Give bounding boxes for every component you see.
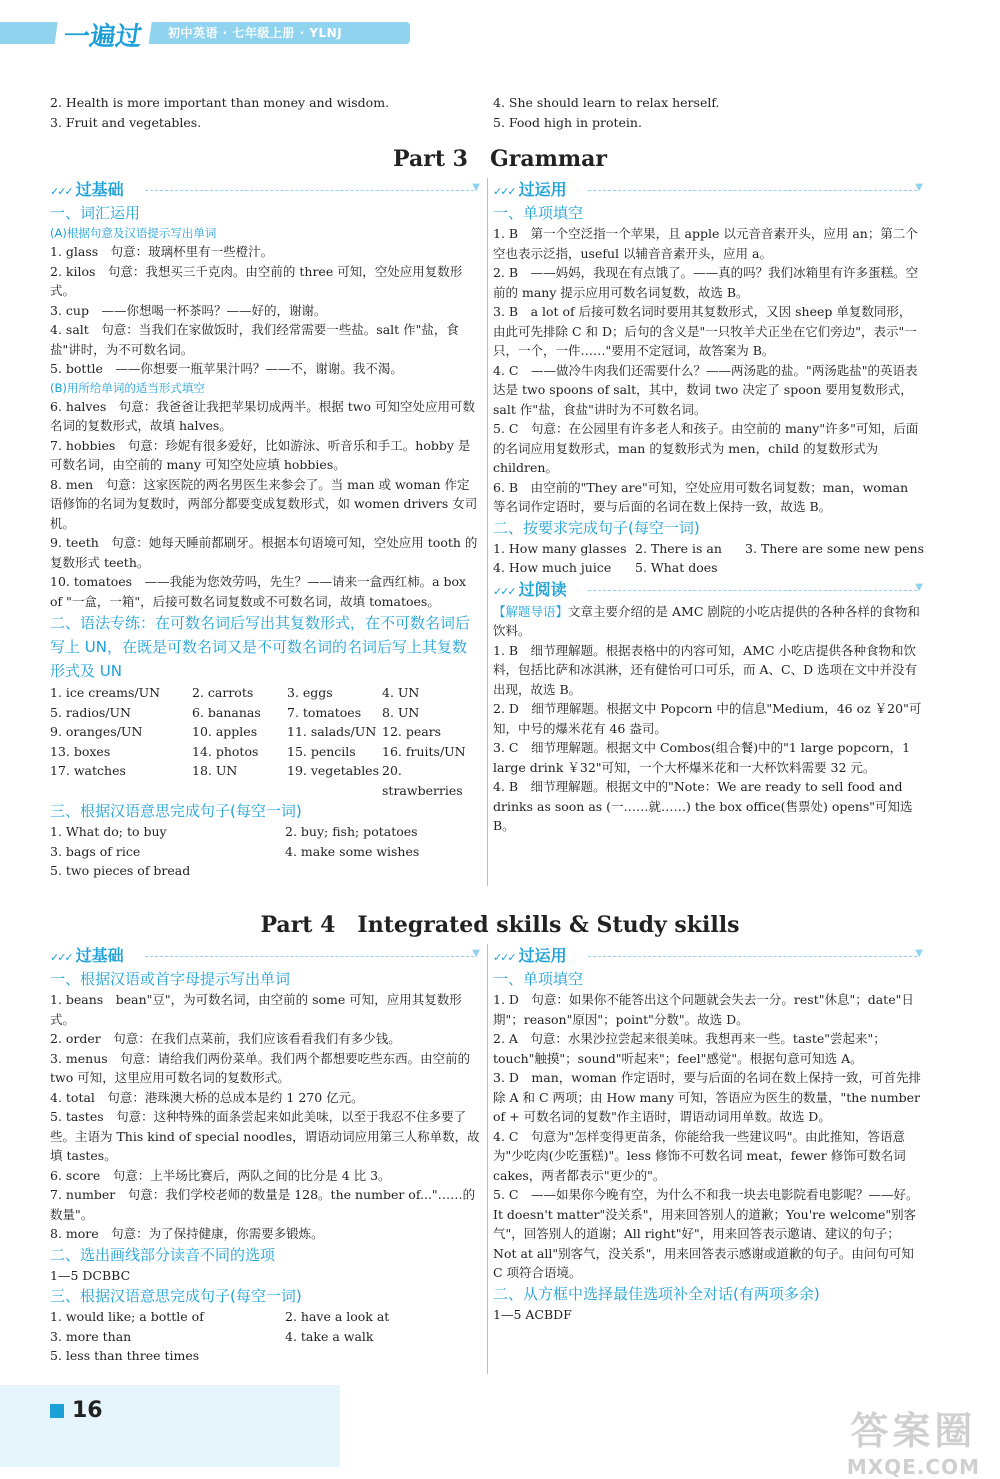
answer-item: 6. B 由空前的"They are"可知，空处应用可数名词复数；man，woman 等名词作定语时，要与后面的名词在数上保持一致，故选 B。	[493, 479, 909, 514]
grid-answer: 4. UN	[382, 685, 420, 700]
answer-item: 1. beans bean"豆"，为可数名词，由空前的 some 可知，应用其复数形式。	[50, 992, 462, 1027]
answer-item: 3. cup ——你想喝一杯茶吗？——好的，谢谢。	[50, 302, 327, 318]
grid-answer: 9. oranges/UN	[50, 724, 143, 739]
part4-left-column	[50, 944, 480, 1366]
grid-answer: 3. There are some new pens	[745, 540, 924, 556]
subsection-title: 二、从方框中选择最佳选项补全对话(有两项多余)	[493, 1284, 820, 1303]
grid-answer: 3. bags of rice	[50, 843, 141, 859]
subsection-title: 三、根据汉语意思完成句子(每空一词)	[50, 1287, 302, 1305]
grid-answer: 18. UN	[192, 763, 238, 778]
subsection-title: 二、语法专练：在可数名词后写出其复数形式，在不可数名词后写上 UN，在既是可数名词又是不可数名词的名词后写上其复数形式及 UN	[50, 614, 471, 680]
grid-answer: 19. vegetables	[287, 763, 379, 778]
answer-line: 5. Food high in protein.	[493, 114, 642, 130]
grid-answer: 2. carrots	[192, 685, 254, 700]
page-marker-icon	[50, 1404, 64, 1418]
part4-title: Part 4 Integrated skills & Study skills	[260, 912, 740, 938]
answer-line: 4. She should learn to relax herself.	[493, 95, 720, 110]
grid-answer: 17. watches	[50, 763, 126, 778]
answer-line: 3. Fruit and vegetables.	[50, 114, 202, 130]
grid-answer: 3. more than	[50, 1328, 132, 1344]
answer-item: 4. salt 句意：当我们在家做饭时，我们经常需要一些盐。salt 作"盐，食盐"讲时，为不可数名词。	[50, 322, 459, 357]
grid-answer: 12. pears	[382, 724, 442, 739]
answer-grid	[50, 1307, 480, 1366]
answer-item: 2. A 句意：水果沙拉尝起来很美味。我想再来一些。taste"尝起来"；touch"触摸"；sound"听起来"；feel"感觉"。根据句意可知选 A。	[493, 1031, 886, 1066]
part3-right-column	[493, 178, 923, 836]
grid-answer: 5. less than three times	[50, 1348, 200, 1363]
column-divider	[487, 178, 488, 886]
answer-item: 1. B 第一个空泛指一个苹果，且 apple 以元音音素开头，应用 an；第二个空也表示泛指，useful 以辅音音素开头，应用 a。	[493, 226, 918, 261]
column-divider	[487, 944, 488, 1374]
subsection-instruction: (A)根据句意及汉语提示写出单词	[50, 226, 217, 240]
answer-item: 3. B a lot of 后接可数名词时要用其复数形式，又因 sheep 单复数同形，由此可先排除 C 和 D；后句的含义是"一只牧羊犬正坐在它们旁边"，表示"一只，一个，一件……"要用不定冠词，故答案为 B。	[493, 304, 917, 358]
answer-item: 10. tomatoes ——我能为您效劳吗，先生？——请来一盒西红柿。a box of "一盒，一箱"，后接可数名词复数或不可数名词，故填 tomatoes。	[50, 574, 467, 609]
grid-answer: 2. There is an	[635, 540, 722, 556]
grid-answer: 1. would like; a bottle of	[50, 1309, 204, 1324]
grid-answer: 14. photos	[192, 743, 259, 759]
watermark	[847, 1400, 980, 1479]
reading-intro	[493, 602, 923, 641]
answer-item: 4. C 句意为"怎样变得更苗条，你能给我一些建议吗"。由此推知，答语意为"少吃肉(少吃蛋糕)"。less 修饰不可数名词 meat，fewer 修饰可数名词 cakes，两者都表示"更少的"。	[493, 1128, 906, 1183]
subsection-title: 一、单项填空	[493, 204, 584, 222]
grid-answer: 16. fruits/UN	[382, 743, 466, 759]
answer-item: 1. glass 句意：玻璃杯里有一些橙汁。	[50, 244, 274, 259]
grid-answer: 4. take a walk	[285, 1328, 374, 1344]
answer-item: 2. order 句意：在我们点菜前，我们应该看看我们有多少钱。	[50, 1031, 401, 1046]
answer-item: 1. B 细节理解题。根据表格中的内容可知，AMC 小吃店提供各种食物和饮料，包括比萨和冰淇淋，还有健怡可口可乐，而 A、C、D 选项在文中并没有出现，故选 B。	[493, 642, 918, 697]
grid-answer: 5. What does	[635, 560, 718, 575]
grid-answer: 5. two pieces of bread	[50, 863, 191, 878]
book-header	[0, 14, 420, 60]
part3-title: Part 3 Grammar	[393, 146, 607, 172]
answer-item: 6. halves 句意：我爸爸让我把苹果切成两半。根据 two 可知空处应用可数名词的复数形式，故填 halves。	[50, 398, 475, 433]
section-head-reading: ✓✓✓ 过阅读 ▼	[493, 579, 923, 599]
subsection-instruction: (B)用所给单词的适当形式填空	[50, 380, 205, 395]
answer-item: 2. kilos 句意：我想买三千克肉。由空前的 three 可知，空处应用复数形式。	[50, 263, 463, 298]
grid-answer: 6. bananas	[192, 704, 261, 720]
book-logo: 一遍过	[53, 16, 152, 53]
subsection-title: 一、单项填空	[493, 970, 584, 988]
grid-answer: 11. salads/UN	[287, 724, 377, 739]
grid-answer: 15. pencils	[287, 743, 356, 759]
grid-answer: 4. make some wishes	[285, 843, 420, 859]
book-subtitle: 初中英语 · 七年级上册 · YLNJ	[168, 26, 343, 40]
grid-answer: 1. How many glasses	[493, 540, 627, 556]
top-right-answers	[493, 93, 923, 132]
answer-item: 3. C 细节理解题。根据文中 Combos(组合餐)中的"1 large popcorn，1 large drink ￥32"可知，一个大杯爆米花和一大杯饮料需要 32 元。	[493, 740, 911, 775]
part3-left-column	[50, 178, 480, 881]
grid-answer: 13. boxes	[50, 743, 111, 759]
answer-item: 1. D 句意：如果你不能答出这个问题就会失去一分。rest"休息"；date"日期"；reason"原因"；point"分数"。故选 D。	[493, 992, 914, 1027]
answer-item: 7. number 句意：我们学校老师的数量是 128。the number of..."……的数量"。	[50, 1187, 476, 1222]
answer-item: 2. D 细节理解题。根据文中 Popcorn 中的信息"Medium，46 oz ￥20"可知，中号的爆米花有 46 盎司。	[493, 701, 922, 736]
grid-answer: 8. UN	[382, 704, 420, 720]
answer-item: 8. more 句意：为了保持健康，你需要多锻炼。	[50, 1226, 324, 1241]
answer-item: 5. C ——如果你今晚有空，为什么不和我一块去电影院看电影呢？——好。It doesn't matter"没关系"，用来回答别人的道歉；You're welcome"别客气"，回答别人的道谢；All right"好"，用来回答表示邀请、建议的句子；Not at all"别客气，没关系"，用来回答表示感谢或道歉的句子。由问句可知 C 项符合语境。	[493, 1187, 919, 1280]
answer-item: 5. bottle ——你想要一瓶苹果汁吗？——不，谢谢。我不渴。	[50, 361, 403, 376]
watermark-logo: 答案圈	[850, 1409, 977, 1453]
answer-grid	[493, 539, 923, 578]
section-head-apply: ✓✓✓ 过运用 ▼	[493, 180, 923, 199]
section-head-basic: ✓✓✓ 过基础 ▼	[50, 946, 480, 965]
subsection-title: 二、选出画线部分读音不同的选项	[50, 1245, 276, 1264]
watermark-url: MXQE.COM	[846, 1455, 980, 1479]
grid-answer: 20. strawberries	[382, 763, 463, 798]
answer-item: 7. hobbies 句意：珍妮有很多爱好，比如游泳、听音乐和手工。hobby 是可数名词，由空前的 many 可知空处应填 hobbies。	[50, 437, 471, 472]
answer-item: 9. teeth 句意：她每天睡前都刷牙。根据本句语境可知，空处应用 tooth 的复数形式 teeth。	[50, 535, 478, 570]
answer-item: 2. B ——妈妈，我现在有点饿了。——真的吗？我们冰箱里有许多蛋糕。空前的 many 提示应用可数名词复数，故选 B。	[493, 265, 919, 300]
section-head-basic: ✓✓✓ 过基础 ▼	[50, 180, 480, 199]
answer-item: 4. B 细节理解题。根据文中的"Note：We are ready to sell food and drinks as soon as (一……就……) the box office(售票处) opens"可知选 B。	[493, 779, 913, 833]
grid-answer: 1. ice creams/UN	[50, 685, 161, 700]
answer-item: 3. menus 句意：请给我们两份菜单。我们两个都想要吃些东西。由空前的 two 可知，这里应用可数名词的复数形式。	[50, 1050, 471, 1085]
subsection-title: 二、按要求完成句子(每空一词)	[493, 518, 700, 537]
subsection-title: 一、根据汉语或首字母提示写出单词	[50, 970, 291, 988]
grid-answer: 10. apples	[192, 724, 258, 739]
page-number: 16	[50, 1398, 103, 1423]
subsection-title: 三、根据汉语意思完成句子(每空一词)	[50, 802, 302, 820]
section-head-apply: ✓✓✓ 过运用 ▼	[493, 946, 923, 965]
grid-answer: 2. buy; fish; potatoes	[285, 824, 418, 839]
subsection-title: 一、词汇运用	[50, 204, 141, 222]
answer-grid	[50, 822, 480, 881]
answer-item: 5. tastes 句意：这种特殊的面条尝起来如此美味，以至于我忍不住多要了些。主语为 This kind of special noodles，谓语动词应用第三人称单数，故填 tastes。	[50, 1109, 480, 1163]
answer-item: 3. D man，woman 作定语时，要与后面的名词在数上保持一致，可首先排除 A 和 C 两项；由 How many 可知，答语应为医生的数量，"the number of + 可数名词的复数"作主语时，谓语动词用单数。故选 D。	[493, 1070, 921, 1124]
answer-item: 5. C 句意：在公园里有许多老人和孩子。由空前的 many"许多"可知，后面的名词应用复数形式，man 的复数形式为 men，child 的复数形式为 children。	[493, 421, 919, 475]
grid-answer: 1. What do; to buy	[50, 824, 167, 839]
answer-item: 4. C ——做冷牛肉我们还需要什么？——两汤匙的盐。"两汤匙盐"的英语表达是 two spoons of salt，其中，数词 two 决定了 spoon 要用复数形式，salt 作"盐，食盐"讲时为不可数名词。	[493, 362, 918, 417]
reading-intro-text: 文章主要介绍的是 AMC 剧院的小吃店提供的各种各样的食物和饮料。	[493, 603, 920, 638]
grid-answer: 2. have a look at	[285, 1309, 390, 1324]
grid-answer: 7. tomatoes	[287, 704, 362, 720]
grid-answer: 4. How much juice	[493, 560, 612, 575]
top-left-answers	[50, 93, 480, 132]
grid-answer: 3. eggs	[287, 685, 333, 700]
grid-answer: 5. radios/UN	[50, 704, 131, 720]
reading-intro-label: 【解题导语】	[493, 603, 569, 619]
answer-item: 8. men 句意：这家医院的两名男医生来参会了。当 man 或 woman 作定语修饰的名词为复数时，两部分都要变成复数形式，如 women drivers 女司机。	[50, 476, 478, 531]
answer-line: 2. Health is more important than money and wisdom.	[50, 95, 390, 110]
answer-line: 1—5 DCBBC	[50, 1267, 131, 1283]
answer-item: 4. total 句意：港珠澳大桥的总成本是约 1 270 亿元。	[50, 1089, 364, 1105]
answer-grid	[50, 683, 480, 800]
answer-line: 1—5 ACBDF	[493, 1306, 572, 1322]
part4-right-column	[493, 944, 923, 1324]
answer-item: 6. score 句意：上半场比赛后，两队之间的比分是 4 比 3。	[50, 1167, 391, 1183]
